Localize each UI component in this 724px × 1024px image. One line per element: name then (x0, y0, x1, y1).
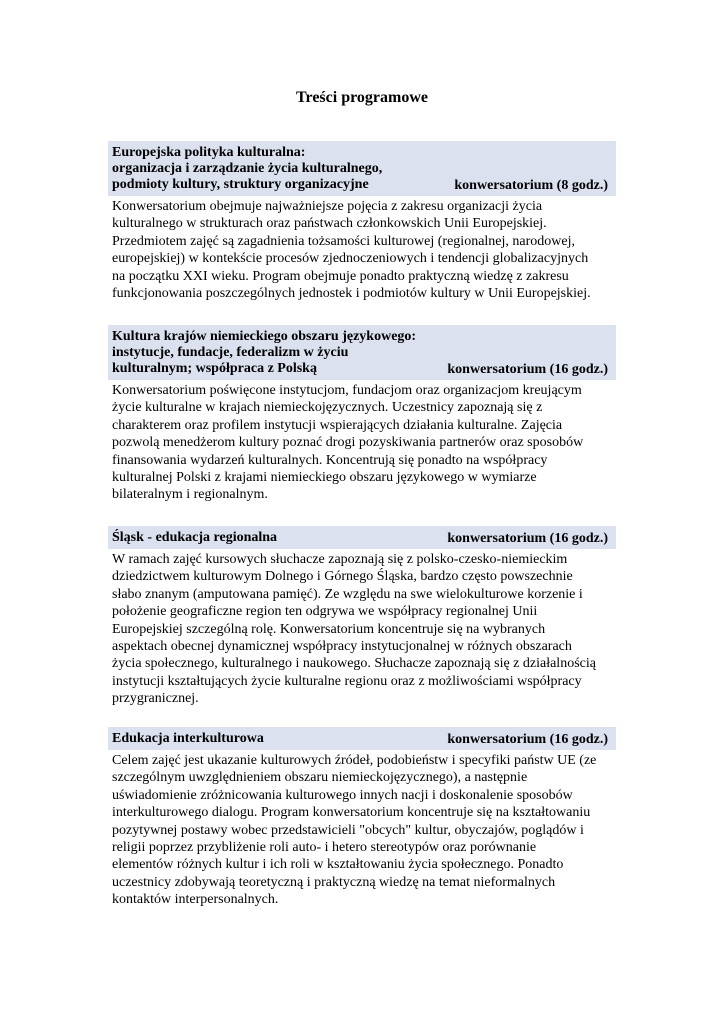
description-line: charakterem oraz profilem instytucji wspierających działania kulturalne. Zajęcia (112, 417, 563, 433)
section-german-speaking-culture (108, 325, 616, 504)
page-title: Treści programowe (296, 89, 428, 106)
section-description (108, 750, 616, 909)
description-line: bilateralnym i regionalnym. (112, 487, 268, 503)
section-title-line: podmioty kultury, struktury organizacyjne (112, 177, 369, 192)
course-type-label: konwersatorium (8 godz.) (454, 178, 608, 193)
course-type-label: konwersatorium (16 godz.) (447, 531, 608, 546)
description-line: uczestnicy zdobywają teoretyczną i praktyczną wiedzę na temat nieformalnych (112, 874, 556, 890)
section-title-line: Edukacja interkulturowa (112, 731, 264, 746)
description-line: W ramach zajęć kursowych słuchacze zapoznają się z polsko-czesko-niemieckim (112, 552, 568, 567)
description-line: na początku XXI wieku. Program obejmuje ponadto praktyczną wiedzę z zakresu (112, 268, 569, 284)
course-type-label: konwersatorium (16 godz.) (447, 732, 608, 747)
section-description (108, 196, 616, 302)
description-line: życia społecznego, kulturalnego i naukowego. Słuchacze zapoznają się z działalnością (112, 656, 596, 672)
description-line: kontaktów interpersonalnych. (112, 892, 279, 908)
description-line: aspektach obecnej dynamicznej współpracy instytucjonalnej w różnych obszarach (112, 639, 572, 655)
section-intercultural-education (108, 727, 616, 909)
section-description (108, 549, 616, 708)
section-header (108, 727, 616, 750)
section-title-line: Śląsk - edukacja regionalna (112, 530, 278, 545)
description-line: uświadomienie zróżnicowania kulturowego innych nacji i doskonalenie sposobów (112, 787, 573, 803)
description-line: Konwersatorium poświęcone instytucjom, fundacjom oraz organizacjom kreującym (112, 383, 582, 398)
description-line: położenie geograficzne region ten odgrywa we współpracy regionalnej Unii (112, 604, 538, 620)
section-title-line: instytucje, fundacje, federalizm w życiu (112, 345, 349, 360)
description-line: Europejskiej szczególną rolę. Konwersatorium koncentruje się na wybranych (112, 621, 546, 637)
description-line: kulturalnego w strukturach oraz państwach członkowskich Unii Europejskiej. (112, 216, 547, 232)
description-line: finansowania wydarzeń kulturalnych. Koncentrują się ponadto na współpracy (112, 452, 548, 468)
description-line: kulturalnej Polski z krajami niemieckiego obszaru językowego w wymiarze (112, 470, 537, 486)
description-line: funkcjonowania poszczególnych jednostek i podmiotów kultury w Unii Europejskiej. (112, 286, 591, 302)
course-type-label: konwersatorium (16 godz.) (447, 362, 608, 377)
description-line: Celem zajęć jest ukazanie kulturowych źródeł, podobieństw i specyfiki państw UE (ze (112, 753, 597, 768)
description-line: elementów różnych kultur i ich roli w kształtowaniu życia społecznego. Ponadto (112, 857, 564, 873)
section-header (108, 141, 616, 196)
section-header (108, 526, 616, 549)
description-line: pozwolą menedżerom kultury poznać drogi pozyskiwania partnerów oraz sposobów (112, 435, 584, 451)
description-line: religii poprzez przybliżenie roli auto- i hetero stereotypów oraz porównanie (112, 840, 537, 856)
section-title-line: Kultura krajów niemieckiego obszaru językowego: (112, 329, 417, 344)
description-line: Konwersatorium obejmuje najważniejsze pojęcia z zakresu organizacji życia (112, 199, 543, 214)
section-title-line: organizacja i zarządzanie życia kulturalnego, (112, 161, 383, 176)
section-header (108, 325, 616, 380)
section-european-cultural-policy (108, 141, 616, 302)
description-line: słabo znanym (amputowana pamięć). Ze względu na swe wielokulturowe korzenie i (112, 586, 583, 602)
section-description (108, 380, 616, 504)
description-line: dziedzictwem kulturowym Dolnego i Górnego Śląska, bardzo często powszechnie (112, 569, 573, 585)
description-line: instytucji kształtujących życie kulturalne regionu oraz z możliwościami współpracy (112, 673, 582, 689)
description-line: szczególnym uwzględnieniem obszaru niemieckojęzycznego), a następnie (112, 770, 528, 786)
section-silesia-regional-education (108, 526, 616, 708)
description-line: życie kulturalne w krajach niemieckojęzycznych. Uczestnicy zapoznają się z (112, 400, 543, 416)
section-title-line: kulturalnym; współpraca z Polską (112, 361, 317, 376)
description-line: przygranicznej. (112, 691, 199, 707)
description-line: pozytywnej postawy wobec przedstawicieli "obcych" kultur, obyczajów, poglądów i (112, 822, 584, 838)
description-line: interkulturowego dialogu. Program konwersatorium koncentruje się na kształtowaniu (112, 805, 591, 821)
description-line: Przedmiotem zajęć są zagadnienia tożsamości kulturowej (regionalnej, narodowej, (112, 233, 575, 249)
description-line: europejskiej) w kontekście procesów zjednoczeniowych i tendencji globalizacyjnych (112, 251, 589, 267)
section-title-line: Europejska polityka kulturalna: (112, 145, 306, 160)
